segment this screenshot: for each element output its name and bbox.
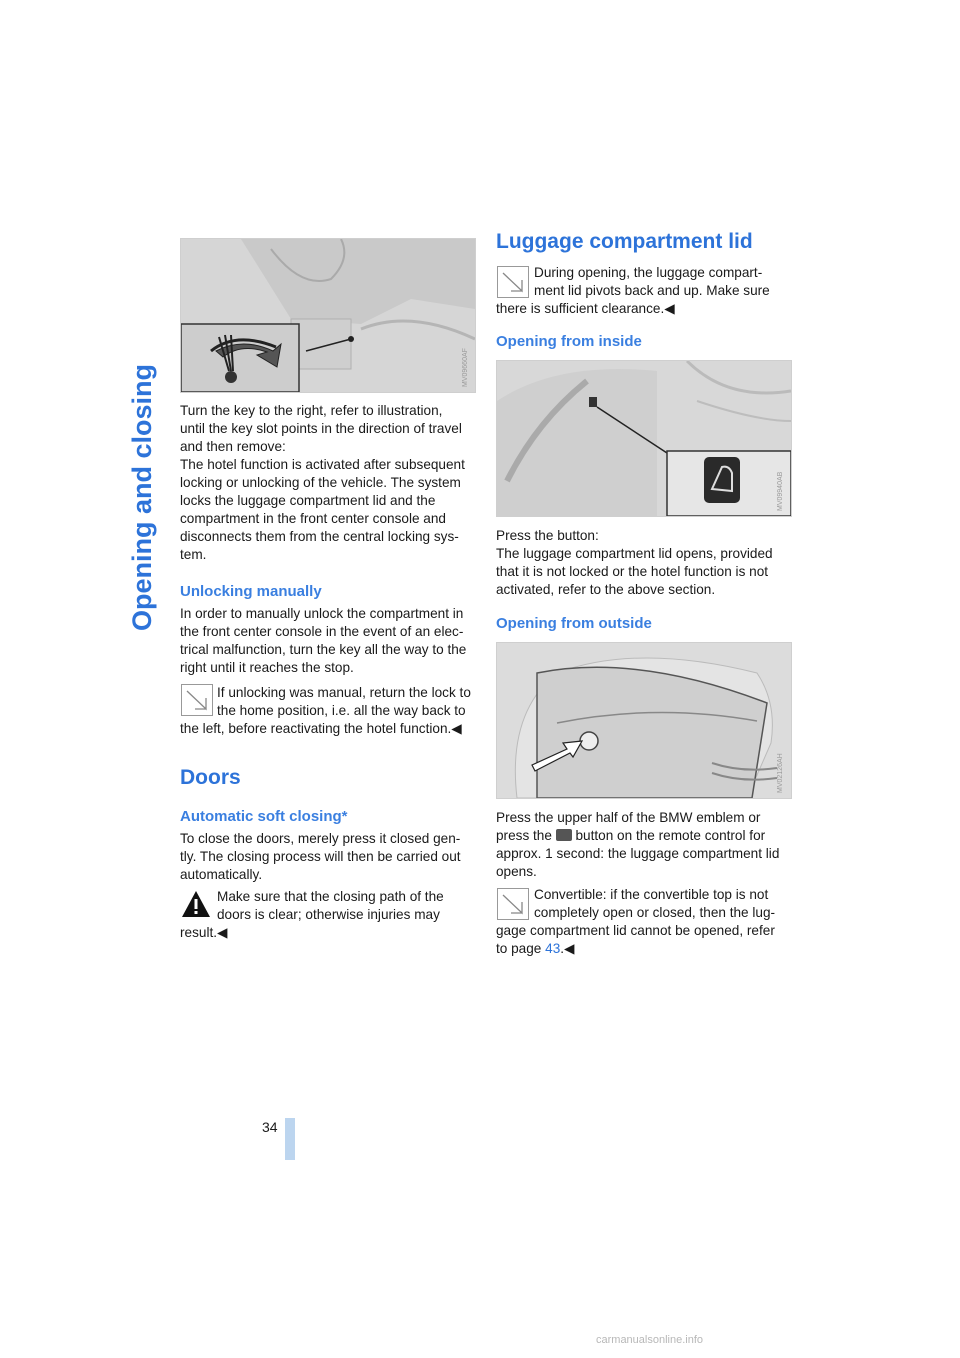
- soft-closing-paragraph: To close the doors, merely press it closed gen- tly. The closing process will then be carried out automatically.: [180, 831, 461, 882]
- heading-automatic-soft-closing: Automatic soft closing*: [180, 808, 348, 825]
- hotel-function-paragraph: Turn the key to the right, refer to illustration, until the key slot points in the direction of travel and then remove: The hotel function is activated after subsequent locking or unlocking of the vehicle. The system locks the luggage compartment lid and the compartment in the front center console and disconnects them from the central locking sys- tem.: [180, 403, 465, 562]
- outside-paragraph: Press the upper half of the BMW emblem or press the button on the remote control for approx. 1 second: the luggage compartment lid opens.: [496, 810, 780, 879]
- watermark: carmanualsonline.info: [596, 1334, 704, 1346]
- page-link-43[interactable]: 43: [545, 941, 561, 956]
- lid-clearance-note: During opening, the luggage compart- ment lid pivots back and up. Make sure there is sufficient clearance.◀: [496, 265, 770, 316]
- heading-opening-from-outside: Opening from outside: [496, 615, 652, 632]
- figure-code: MV09660AF: [462, 348, 469, 387]
- unlocking-note: If unlocking was manual, return the lock to the home position, i.e. all the way back to the left, before reactivating the hotel function.◀: [180, 685, 471, 736]
- unlocking-paragraph: In order to manually unlock the compartment in the front center console in the event of an elec- trical malfunction, turn the key all the way to the right until it reaches the stop.: [180, 606, 467, 675]
- figure-code: MV02126AH: [777, 753, 784, 793]
- figure-inside-release-button: [496, 360, 792, 517]
- side-title-text: Opening and closing: [127, 363, 157, 631]
- heading-doors: Doors: [180, 766, 241, 789]
- page-number: 34: [262, 1119, 278, 1135]
- convertible-note: Convertible: if the convertible top is not completely open or closed, then the lug- gage compartment lid cannot be opened, refer to page 43.◀: [496, 887, 776, 956]
- warning-note: Make sure that the closing path of the doors is clear; otherwise injuries may result.◀: [180, 889, 444, 940]
- figure-key-center-console: [180, 238, 476, 393]
- section-side-title: [118, 231, 158, 631]
- inside-paragraph: Press the button: The luggage compartment lid opens, provided that it is not locked or the hotel function is not activated, refer to the above section.: [496, 528, 773, 597]
- figure-code: MV09940AB: [777, 471, 784, 511]
- remote-trunk-button-icon: [556, 829, 572, 841]
- heading-opening-from-inside: Opening from inside: [496, 333, 642, 350]
- heading-luggage-compartment-lid: Luggage compartment lid: [496, 230, 753, 253]
- heading-unlocking-manually: Unlocking manually: [180, 583, 322, 600]
- page-number-bar: [285, 1118, 295, 1160]
- figure-outside-emblem: [496, 642, 792, 799]
